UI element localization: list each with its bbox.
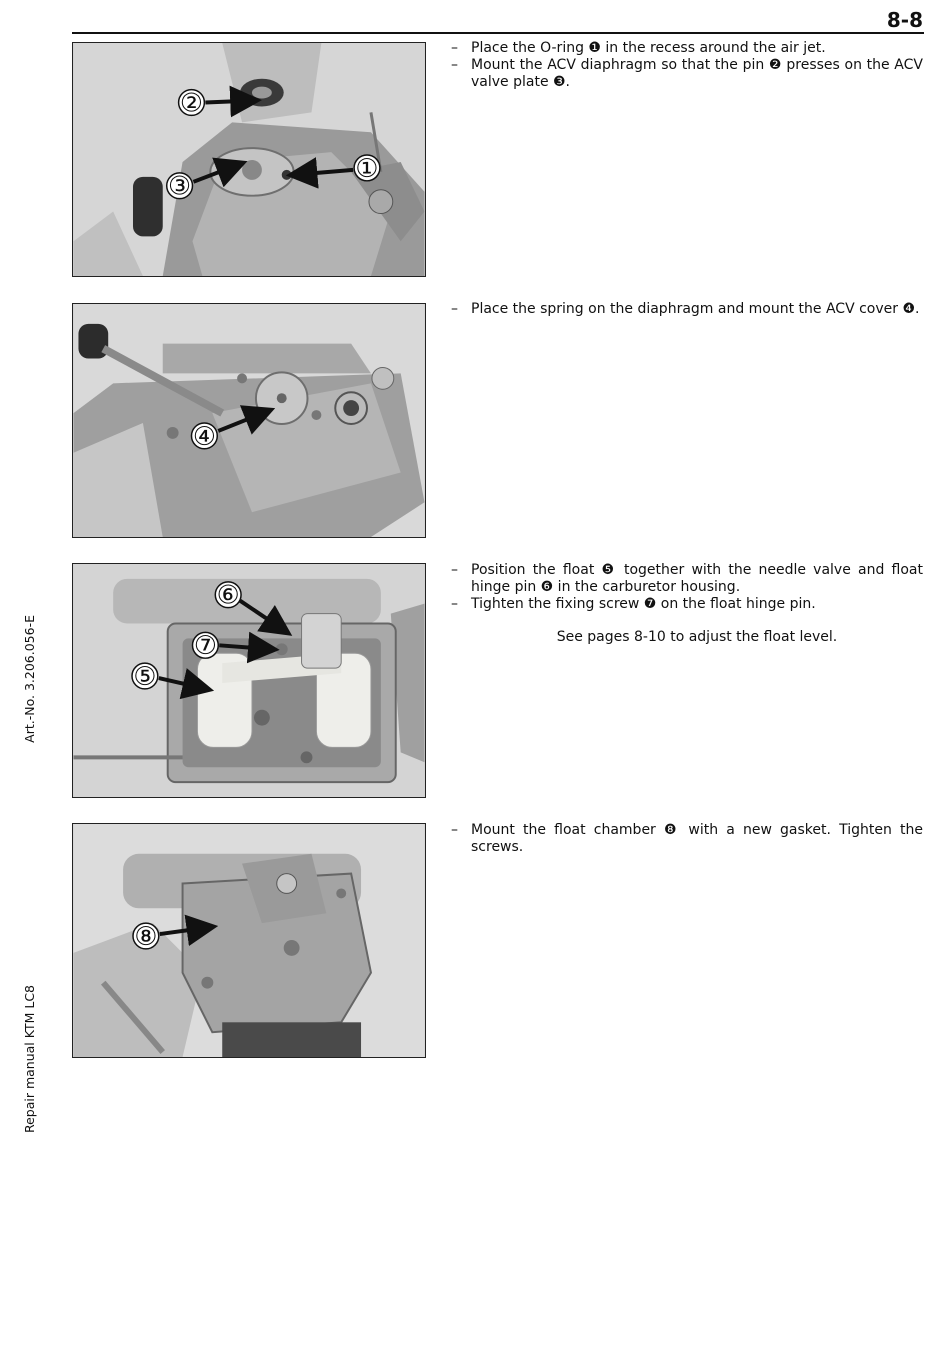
photo-float-position [72, 563, 426, 798]
svg-text:⑥: ⑥ [216, 580, 240, 611]
photo-float-chamber [72, 823, 426, 1058]
step-text-1 [451, 40, 923, 91]
svg-text:①: ① [355, 153, 379, 184]
svg-text:⑧: ⑧ [134, 921, 158, 952]
step-item: – Place the O-ring ❶ in the recess around the air jet. [451, 40, 826, 56]
svg-text:④: ④ [192, 421, 216, 452]
header-rule [72, 32, 924, 34]
step-item: – Place the spring on the diaphragm and mount the ACV cover ❹. [451, 301, 920, 317]
article-number: Art.-No. 3.206.056-E [22, 615, 37, 743]
step-text-4 [451, 822, 923, 856]
step-item: – Mount the ACV diaphragm so that the pin ❷ presses on the ACV valve plate ❸. [451, 57, 923, 90]
step-text-2 [451, 301, 923, 318]
float-level-note: See pages 8-10 to adjust the float level. [556, 629, 838, 645]
step-item: – Tighten the fixing screw ❼ on the float hinge pin. [451, 596, 816, 612]
step-item: – Position the float ❺ together with the needle valve and float hinge pin ❻ in the carburetor housing. [451, 562, 923, 595]
manual-title: Repair manual KTM LC8 [22, 985, 37, 1134]
page-number: 8-8 [886, 8, 923, 32]
svg-text:②: ② [179, 88, 204, 119]
photo-acv-cover [72, 303, 426, 538]
svg-text:⑤: ⑤ [133, 661, 157, 692]
photo-o-ring-diaphragm [72, 42, 426, 277]
step-item: – Mount the float chamber ❽ with a new gasket. Tighten the screws. [451, 822, 923, 855]
svg-text:⑦: ⑦ [193, 631, 217, 662]
svg-text:③: ③ [168, 171, 192, 202]
step-text-3 [451, 562, 923, 646]
